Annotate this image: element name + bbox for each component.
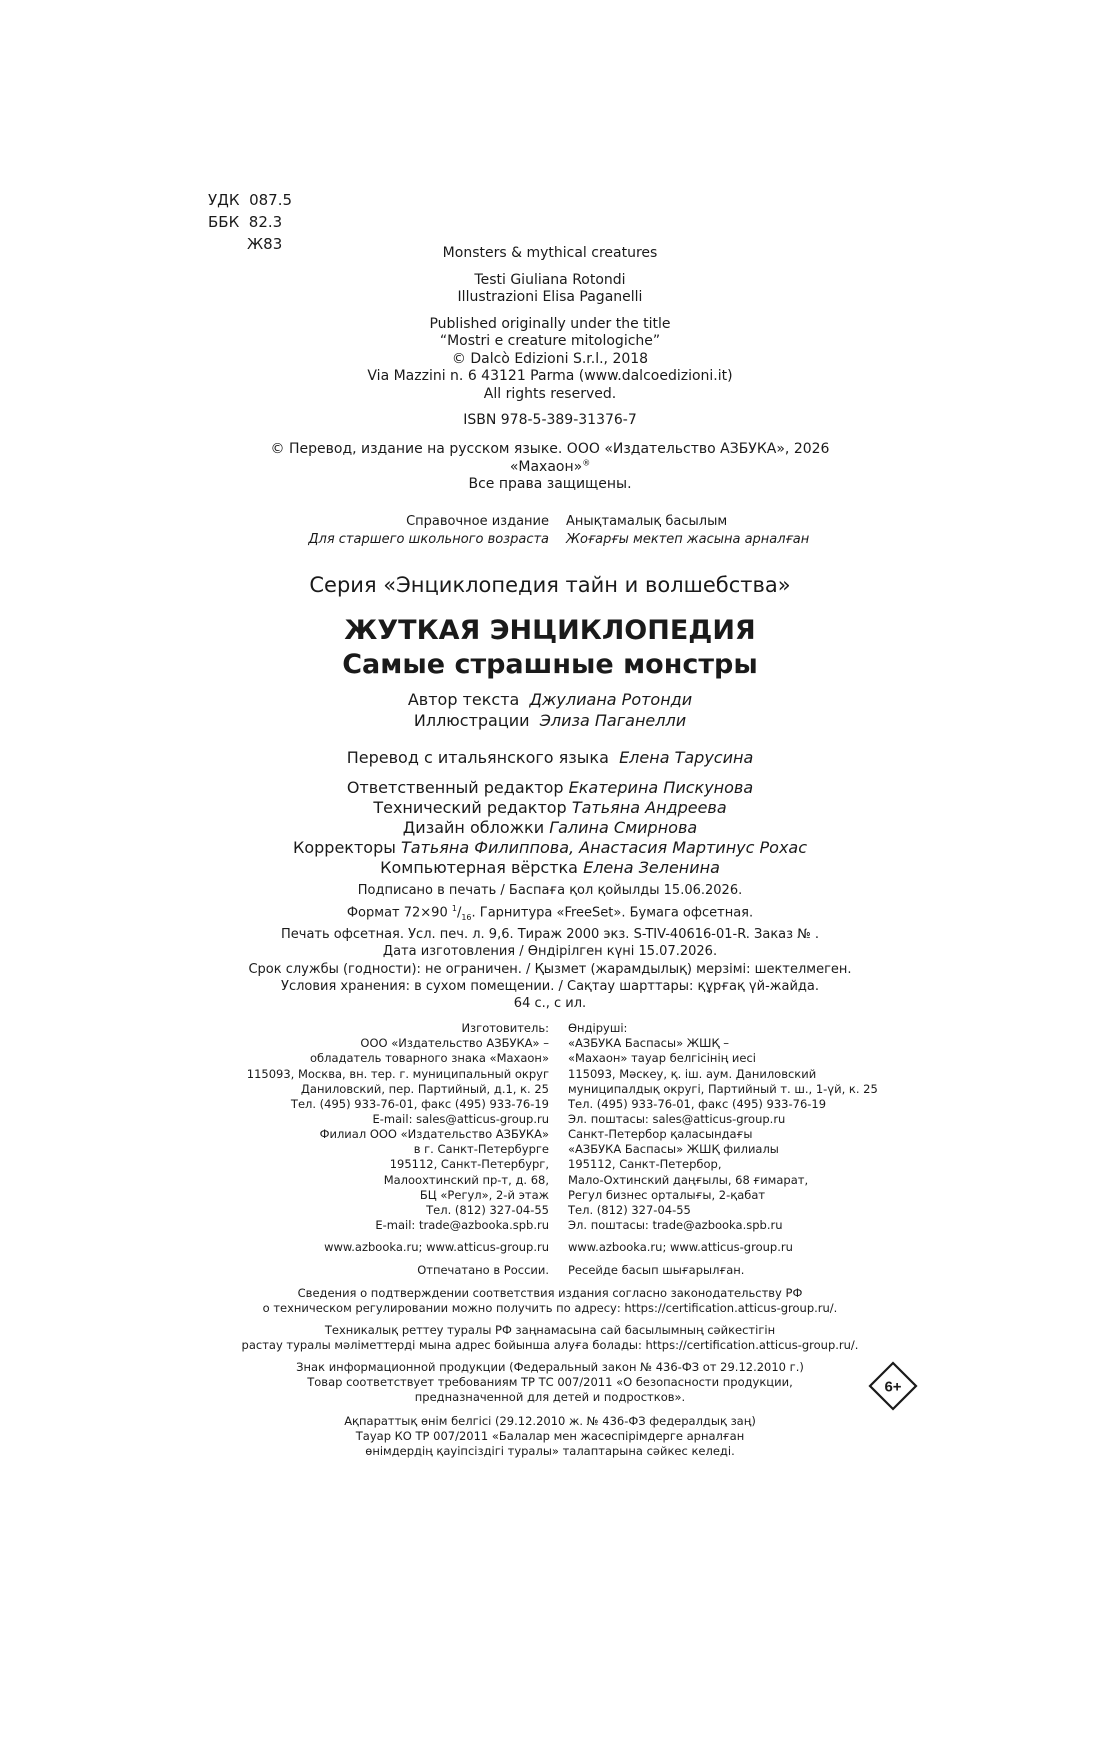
isbn: ISBN 978-5-389-31376-7 bbox=[463, 412, 637, 428]
ref-type-kz: Анықтамалық басылым bbox=[566, 514, 728, 529]
trademark-name: «Махаон» bbox=[509, 458, 583, 475]
age-rating-badge bbox=[866, 1359, 920, 1413]
maker-ru: ООО «Издательство АЗБУКА» – bbox=[360, 1036, 549, 1051]
format-text: Формат 72×90 bbox=[346, 904, 452, 920]
credits-block bbox=[0, 689, 1100, 768]
tech-line: Печать офсетная. Усл. печ. л. 9,6. Тираж 2000 экз. S-TIV-40616-01-R. Заказ № . bbox=[281, 926, 819, 942]
copyright-line: © Перевод, издание на русском языке. ООО «Издательство АЗБУКА», 2026 bbox=[270, 441, 830, 457]
staff-role: Технический редактор bbox=[373, 798, 567, 817]
printed-kz: Ресейде басып шығарылған. bbox=[568, 1263, 745, 1277]
tech-line: Дата изготовления / Өндірілген күні 15.07.2026. bbox=[382, 944, 718, 960]
udk-line bbox=[208, 189, 292, 211]
original-series-title: Monsters & mythical creatures bbox=[442, 245, 658, 261]
maker-kz: Тел. (495) 933-76-01, факс (495) 933-76-19 bbox=[568, 1097, 827, 1111]
note-line: предназначенной для детей и подростков». bbox=[414, 1390, 686, 1405]
illustrator-label: Иллюстрации bbox=[413, 711, 530, 730]
staff-name: Галина Смирнова bbox=[549, 818, 698, 837]
note-line: өнімдердің қауіпсіздігі туралы» талаптарына сәйкес келеді. bbox=[365, 1444, 735, 1459]
author-credit bbox=[0, 689, 1100, 710]
branch-ru: Филиал ООО «Издательство АЗБУКА» bbox=[319, 1127, 549, 1141]
maker-kz: «Махаон» тауар белгісінің иесі bbox=[568, 1051, 756, 1066]
branch-kz: Мало-Охтинский даңғылы, 68 ғимарат, bbox=[568, 1172, 809, 1187]
staff-line bbox=[0, 778, 1100, 798]
web-ru: www.azbooka.ru; www.atticus-group.ru bbox=[324, 1240, 549, 1254]
staff-line bbox=[0, 818, 1100, 838]
certification-ru bbox=[0, 1286, 1100, 1316]
author-name: Джулиана Ротонди bbox=[529, 690, 693, 709]
branch-ru: 195112, Санкт-Петербург, bbox=[389, 1157, 549, 1172]
maker-kz: «АЗБУКА Баспасы» ЖШҚ – bbox=[568, 1036, 730, 1051]
note-line: о техническом регулировании можно получить по адресу: https://certification.atticus-group.ru/. bbox=[262, 1301, 838, 1316]
certification-kz bbox=[0, 1323, 1100, 1353]
staff-name: Елена Зеленина bbox=[583, 858, 720, 877]
translator-label: Перевод с итальянского языка bbox=[346, 748, 609, 767]
format-text: . Гарнитура «FreeSet». Бумага офсетная. bbox=[471, 904, 754, 920]
branch-kz: Регул бизнес орталығы, 2-қабат bbox=[568, 1187, 766, 1202]
branch-kz: Эл. поштасы: trade@azbooka.spb.ru bbox=[568, 1218, 783, 1233]
maker-kz: Өндіруші: bbox=[568, 1021, 628, 1035]
staff-line bbox=[0, 798, 1100, 818]
published-line: “Mostri e creature mitologiche” bbox=[439, 333, 661, 349]
note-line: Ақпараттық өнім белгісі (29.12.2010 ж. № 436-ФЗ федералдық заң) bbox=[344, 1414, 756, 1428]
published-line: Via Mazzini n. 6 43121 Parma (www.dalcoedizioni.it) bbox=[367, 368, 733, 384]
author-label: Автор текста bbox=[407, 690, 520, 709]
branch-kz: Тел. (812) 327-04-55 bbox=[568, 1203, 691, 1217]
branch-kz: 195112, Санкт-Петербор, bbox=[568, 1157, 722, 1172]
maker-kz: Эл. поштасы: sales@atticus-group.ru bbox=[568, 1112, 786, 1127]
technical-data-block bbox=[0, 882, 1100, 996]
illustrator-credit bbox=[0, 710, 1100, 731]
bbk-value: 82.3 bbox=[248, 213, 283, 231]
staff-block bbox=[0, 778, 1100, 878]
staff-line bbox=[0, 858, 1100, 878]
branch-kz: Санкт-Петербор қаласындағы bbox=[568, 1127, 753, 1141]
note-line: Тауар КО ТР 007/2011 «Балалар мен жасөспірімдерге арналған bbox=[355, 1429, 745, 1444]
illustrator-name: Элиза Паганелли bbox=[539, 711, 687, 730]
age-rating-label: 6+ bbox=[884, 1378, 902, 1396]
udk-value: 087.5 bbox=[249, 191, 293, 209]
tech-line: Срок службы (годности): не ограничен. / Қызмет (жарамдылық) мерзімі: шектелмеген. bbox=[248, 961, 852, 977]
staff-line bbox=[0, 838, 1100, 858]
series-title: Серия «Энциклопедия тайн и волшебства» bbox=[309, 573, 791, 597]
maker-ru: E-mail: sales@atticus-group.ru bbox=[372, 1112, 549, 1127]
page-count: 64 с., с ил. bbox=[513, 996, 587, 1011]
branch-ru: E-mail: trade@azbooka.spb.ru bbox=[375, 1218, 549, 1233]
branch-ru: в г. Санкт-Петербурге bbox=[413, 1142, 549, 1157]
format-numerator: 1 bbox=[451, 903, 457, 913]
copyright-line bbox=[0, 459, 1100, 477]
branch-ru: Тел. (812) 327-04-55 bbox=[426, 1203, 549, 1217]
author-mark: Ж83 bbox=[247, 235, 283, 253]
registered-mark: ® bbox=[582, 457, 591, 467]
staff-role: Дизайн обложки bbox=[402, 818, 545, 837]
staff-name: Татьяна Филиппова, Анастасия Мартинус Рохас bbox=[400, 838, 808, 857]
published-line: © Dalcò Edizioni S.r.l., 2018 bbox=[451, 350, 649, 367]
ref-age-ru: Для старшего школьного возраста bbox=[308, 532, 549, 547]
original-author: Testi Giuliana Rotondi bbox=[474, 271, 626, 288]
maker-kz: 115093, Мәскеу, қ. іш. аум. Даниловский bbox=[568, 1066, 817, 1081]
printed-ru: Отпечатано в России. bbox=[417, 1263, 549, 1277]
published-line: All rights reserved. bbox=[483, 385, 617, 402]
original-illustrator: Illustrazioni Elisa Paganelli bbox=[457, 289, 643, 305]
maker-ru: обладатель товарного знака «Махаон» bbox=[309, 1051, 549, 1066]
bbk-line bbox=[208, 211, 292, 233]
tech-line: Формат 72×90 $^1/_{16}$. Гарнитура «FreeSet». Бумага офсетная. bbox=[346, 903, 754, 922]
info-sign-kz bbox=[0, 1414, 1100, 1460]
info-sign-ru bbox=[0, 1360, 1100, 1406]
original-edition-block bbox=[0, 245, 1100, 430]
maker-kz: муниципалдық округі, Партийный т. ш., 1-үй, к. 25 bbox=[568, 1081, 878, 1096]
note-line: растау туралы мәліметтерді мына адрес бойынша алуға болады: https://certification.atticus-group.ru/. bbox=[241, 1338, 859, 1353]
staff-role: Ответственный редактор bbox=[346, 778, 564, 797]
translator-credit bbox=[0, 747, 1100, 768]
staff-role: Компьютерная вёрстка bbox=[380, 858, 578, 877]
udk-label: УДК bbox=[208, 191, 240, 209]
staff-name: Екатерина Пискунова bbox=[568, 778, 754, 797]
copyright-line: Все права защищены. bbox=[468, 476, 632, 492]
maker-ru: Тел. (495) 933-76-01, факс (495) 933-76-19 bbox=[290, 1097, 549, 1111]
web-kz: www.azbooka.ru; www.atticus-group.ru bbox=[568, 1240, 793, 1254]
translator-name: Елена Тарусина bbox=[619, 748, 754, 767]
maker-ru: Изготовитель: bbox=[461, 1021, 549, 1035]
tech-line: Подписано в печать / Баспаға қол қойылды 15.06.2026. bbox=[357, 883, 743, 898]
branch-ru: БЦ «Регул», 2-й этаж bbox=[419, 1187, 549, 1202]
note-line: Товар соответствует требованиям ТР ТС 007/2011 «О безопасности продукции, bbox=[307, 1375, 793, 1390]
note-line: Знак информационной продукции (Федеральный закон № 436-ФЗ от 29.12.2010 г.) bbox=[296, 1360, 804, 1374]
maker-ru: 115093, Москва, вн. тер. г. муниципальный округ bbox=[246, 1066, 549, 1081]
staff-name: Татьяна Андреева bbox=[571, 798, 727, 817]
branch-ru: Малоохтинский пр-т, д. 68, bbox=[383, 1172, 549, 1187]
book-title-block bbox=[0, 614, 1100, 682]
note-line: Техникалық реттеу туралы РФ заңнамасына сай басылымның сәйкестігін bbox=[324, 1323, 776, 1337]
book-subtitle: Самые страшные монстры bbox=[342, 649, 758, 680]
ref-type-ru: Справочное издание bbox=[406, 514, 549, 529]
published-line: Published originally under the title bbox=[429, 315, 671, 332]
book-title: ЖУТКАЯ ЭНЦИКЛОПЕДИЯ bbox=[344, 615, 756, 646]
branch-kz: «АЗБУКА Баспасы» ЖШҚ филиалы bbox=[568, 1142, 779, 1157]
note-line: Сведения о подтверждении соответствия издания согласно законодательству РФ bbox=[297, 1286, 803, 1300]
ref-age-kz: Жоғарғы мектеп жасына арналған bbox=[566, 532, 810, 547]
maker-ru: Даниловский, пер. Партийный, д.1, к. 25 bbox=[300, 1081, 549, 1096]
copyright-block bbox=[0, 441, 1100, 494]
tech-line: Условия хранения: в сухом помещении. / Сақтау шарттары: құрғақ үй-жайда. bbox=[281, 979, 819, 995]
bbk-label: ББК bbox=[208, 213, 240, 231]
staff-role: Корректоры bbox=[292, 838, 396, 857]
format-denominator: 16 bbox=[461, 912, 472, 922]
